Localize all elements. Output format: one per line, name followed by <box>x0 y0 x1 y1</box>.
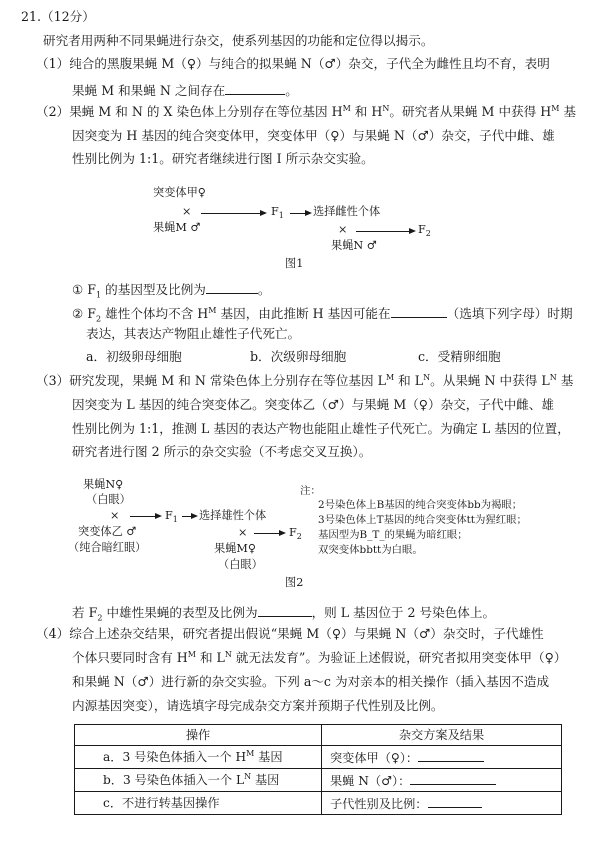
fig2-white-eye-1: （白眼） <box>86 493 131 506</box>
fig2-f1: $F_1$ <box>165 509 178 525</box>
table-header-row <box>75 725 562 746</box>
fig2-note-label: 注： <box>300 485 321 497</box>
fig1-mutant-label: 突变体甲♀ <box>153 186 206 199</box>
fig2-cross-sign: × <box>110 509 120 522</box>
part4-line1: （4）综合上述杂交结果，研究者提出假说“果蝇 M（♀）与果蝇 N（♂）杂交时，子代雄性 <box>36 626 544 641</box>
part3-question: 若 $F_2$ 中雄性果蝇的表型及比例为 ，则 L 基因位于 2 号染色体上。 <box>72 605 496 623</box>
part2-line1: （2）果蝇 M 和 N 的 X 染色体上分别存在等位基因 $H^M$ 和 $H^N$。研究者从果蝇 M 中获得 $H^M$ 基 <box>36 103 577 119</box>
fig1-fly-m: 果蝇M ♂ <box>153 221 201 234</box>
fig2-caption: 图2 <box>285 576 304 589</box>
part1-line2: 果蝇 M 和果蝇 N 之间存在 。 <box>72 83 298 98</box>
scheme-offspring: 子代性别及比例： <box>322 792 562 815</box>
fig2-fly-n: 果蝇N♀ <box>83 478 124 491</box>
fig1-f1: $F_1$ <box>271 205 284 221</box>
part3-line2: 因突变为 L 基因的纯合突变体乙。突变体乙（♂）与果蝇 M（♀）杂交，子代中雌、雄 <box>72 397 554 412</box>
answer-blank[interactable] <box>428 795 482 808</box>
op-c: c．不进行转基因操作 <box>75 792 322 815</box>
op-a: a．3 号染色体插入一个 $H^M$ 基因 <box>75 746 322 769</box>
answer-blank[interactable] <box>410 772 496 785</box>
part2-line2: 因突变为 H 基因的纯合突变体甲，突变体甲（♀）与果蝇 N（♂）杂交，子代中雌、雄 <box>72 128 555 143</box>
fig2-note-1: 2号染色体上B基因的纯合突变体bb为褐眼； <box>318 499 523 511</box>
fig2-note-3: 基因型为B_T_的果蝇为暗红眼； <box>318 529 468 541</box>
answer-blank[interactable] <box>391 305 447 318</box>
part2-q2-cont: 表达，其表达产物阻止雄性子代死亡。 <box>86 326 301 341</box>
fig1-cross-sign-2: × <box>338 223 348 236</box>
op-b: b．3 号染色体插入一个 $L^N$ 基因 <box>75 769 322 792</box>
table-header-ops: 操作 <box>75 725 322 746</box>
fig1-select-female: 选择雌性个体 <box>313 205 381 218</box>
part2-q1: ① $F_1$ 的基因型及比例为 。 <box>72 282 271 300</box>
part1-line1: （1）纯合的黑腹果蝇 M（♀）与纯合的拟果蝇 N（♂）杂交，子代全为雌性且均不育，表明 <box>36 56 550 71</box>
fig2-pure-red: （纯合暗红眼） <box>68 541 147 554</box>
part4-line4: 内源基因突变），请选填字母完成杂交方案并预期子代性别及比例。 <box>72 698 444 713</box>
fig2-fly-m: 果蝇M♀ <box>214 542 257 555</box>
part4-line2: 个体只要同时含有 $H^M$ 和 $L^N$ 就无法发育”。为验证上述假说，研究者拟用突变体甲（♀） <box>72 649 567 665</box>
fig2-note-4: 双突变体bbtt为白眼。 <box>318 544 423 556</box>
part3-line4: 研究者进行图 2 所示的杂交实验（不考虑交叉互换）。 <box>72 444 372 459</box>
fig1-cross-sign: × <box>182 205 192 218</box>
fig1-fly-n: 果蝇N ♂ <box>331 239 377 252</box>
fig2-arrow-2 <box>182 516 196 517</box>
fig2-arrow-3 <box>254 533 284 534</box>
part3-line3: 性别比例为 1:1，推测 L 基因的表达产物也能阻止雄性子代死亡。为确定 L 基因的位置， <box>72 421 570 436</box>
scheme-fly-n: 果蝇 N（♂）： <box>322 769 562 792</box>
fig2-select-male: 选择雄性个体 <box>199 509 267 522</box>
option-a: a．初级卵母细胞 <box>86 349 182 364</box>
option-b: b．次级卵母细胞 <box>250 349 347 364</box>
fig1-f2: $F_2$ <box>418 223 431 239</box>
scheme-mutant: 突变体甲（♀）： <box>322 746 562 769</box>
fig1-arrow-3 <box>356 231 414 232</box>
answer-blank[interactable] <box>206 281 258 294</box>
part2-line3: 性别比例为 1:1。研究者继续进行图 I 所示杂交实验。 <box>72 151 374 166</box>
table-row <box>75 792 562 815</box>
fig1-caption: 图1 <box>285 257 304 270</box>
fig2-mutant: 突变体乙 ♂ <box>78 525 137 538</box>
table-header-scheme: 杂交方案及结果 <box>322 725 562 746</box>
answer-blank[interactable] <box>225 82 285 95</box>
fig1-arrow-1 <box>201 213 265 214</box>
operations-table <box>74 724 562 815</box>
option-c: c．受精卵细胞 <box>418 349 501 364</box>
part4-line3: 和果蝇 N（♂）进行新的杂交实验。下列 a～c 为对亲本的相关操作（插入基因不造成 <box>72 674 550 689</box>
fig2-cross-sign-2: × <box>238 526 248 539</box>
answer-blank[interactable] <box>418 749 484 762</box>
intro-text: 研究者用两种不同果蝇进行杂交，使系列基因的功能和定位得以揭示。 <box>43 33 434 48</box>
fig2-note-2: 3号染色体上T基因的纯合突变体tt为猩红眼； <box>318 514 527 526</box>
table-row <box>75 746 562 769</box>
table-row <box>75 769 562 792</box>
part2-q2: ② $F_2$ 雄性个体均不含 $H^M$ 基因，由此推断 H 基因可能在 （选填下列字母）时期 <box>72 305 573 324</box>
answer-blank[interactable] <box>258 604 312 617</box>
fig2-white-eye-2: （白眼） <box>218 558 263 571</box>
fig2-arrow-1 <box>130 516 160 517</box>
question-number: 21.（12分） <box>21 9 95 24</box>
part3-line1: （3）研究发现，果蝇 M 和 N 常染色体上分别存在等位基因 $L^M$ 和 $L^N$。从果蝇 N 中获得 $L^N$ 基 <box>36 372 574 388</box>
fig1-arrow-2 <box>290 213 310 214</box>
fig2-f2: $F_2$ <box>289 526 302 542</box>
